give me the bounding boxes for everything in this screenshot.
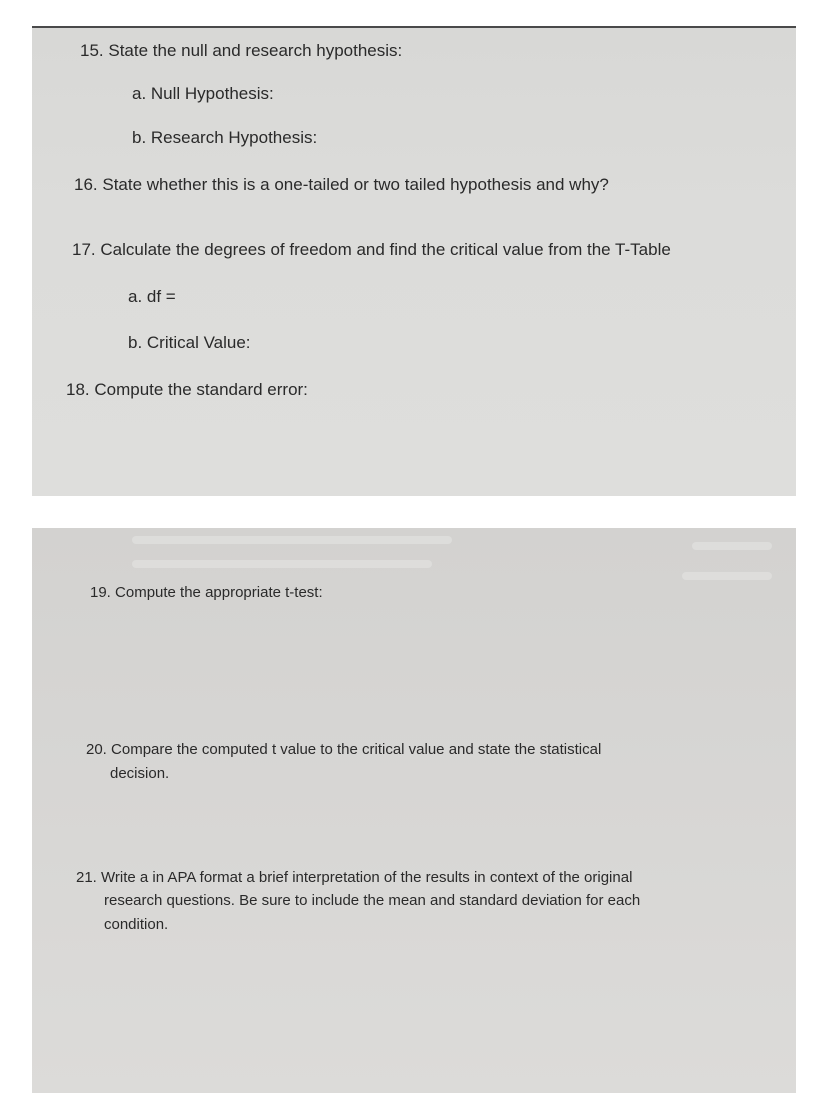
bleed-through-line <box>692 542 772 550</box>
question-19: 19. Compute the appropriate t-test: <box>90 584 323 601</box>
worksheet-page-bottom <box>32 528 796 1093</box>
bleed-through-line <box>682 572 772 580</box>
question-17-critical-value: b. Critical Value: <box>128 333 251 352</box>
question-20-line-1: 20. Compare the computed t value to the critical value and state the statistical <box>86 741 602 758</box>
question-21-line-1: 21. Write a in APA format a brief interpretation of the results in context of the original <box>76 869 633 886</box>
question-17: 17. Calculate the degrees of freedom and find the critical value from the T-Table <box>72 240 671 259</box>
question-21-line-2: research questions. Be sure to include the mean and standard deviation for each <box>104 892 641 909</box>
question-21-line-3: condition. <box>104 916 169 933</box>
question-15-research-hypothesis: b. Research Hypothesis: <box>132 128 318 147</box>
question-15: 15. State the null and research hypothesis: <box>80 41 403 60</box>
question-17-df: a. df = <box>128 287 176 306</box>
bleed-through-line <box>132 536 452 544</box>
question-16: 16. State whether this is a one-tailed or two tailed hypothesis and why? <box>74 175 609 194</box>
question-20-line-2: decision. <box>110 765 170 782</box>
worksheet-page-top <box>32 26 796 496</box>
question-15-null-hypothesis: a. Null Hypothesis: <box>132 84 274 103</box>
bleed-through-line <box>132 560 432 568</box>
question-18: 18. Compute the standard error: <box>66 380 308 399</box>
